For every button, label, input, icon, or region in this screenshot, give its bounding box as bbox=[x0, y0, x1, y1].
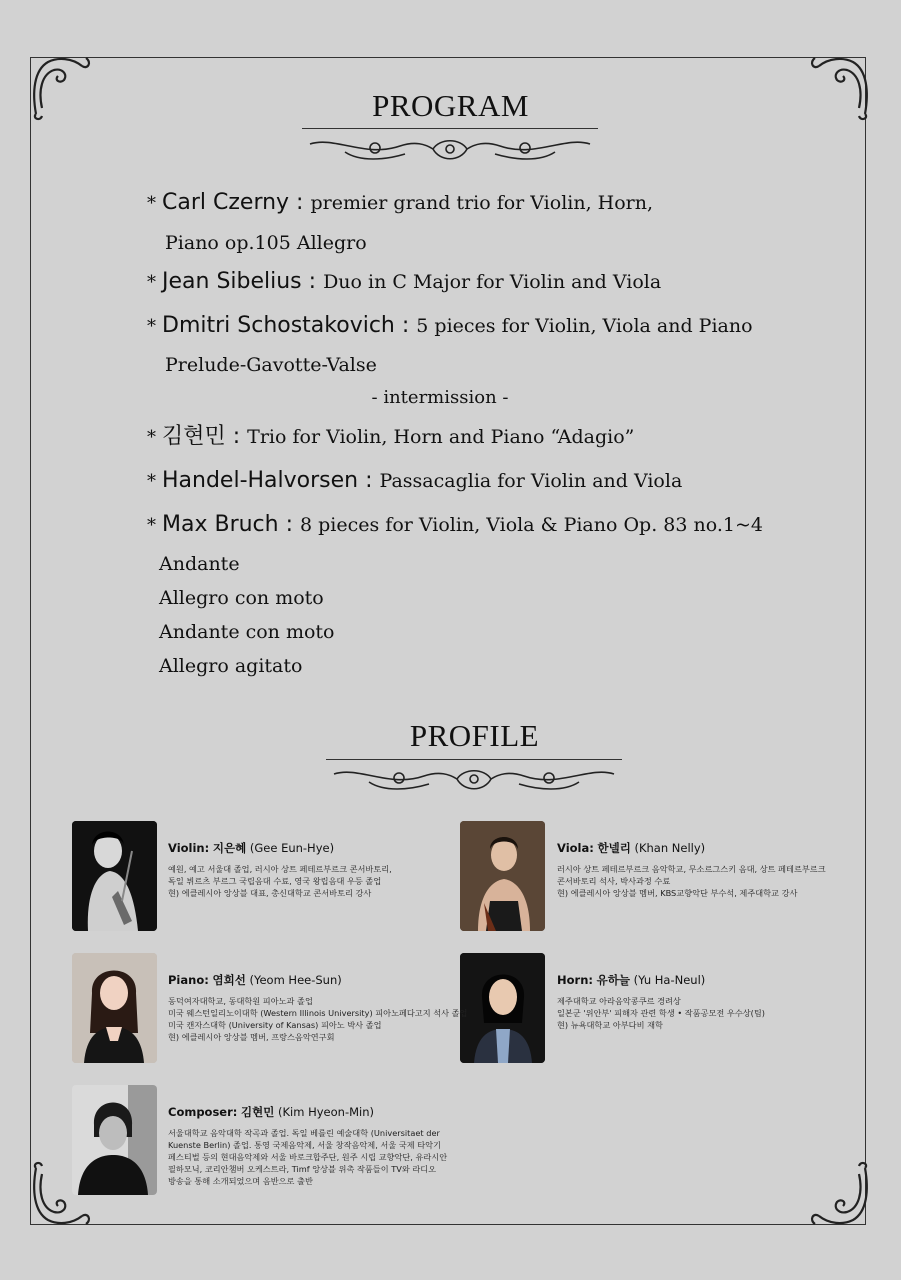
program-heading: PROGRAM bbox=[372, 88, 529, 123]
movement-2: Allegro con moto bbox=[159, 587, 324, 609]
bio-line: 방송을 통해 소개되었으며 음반으로 출반 bbox=[168, 1176, 313, 1186]
bullet-star: * bbox=[147, 427, 156, 448]
bio-name: Viola: 한넬리 (Khan Nelly) bbox=[557, 841, 706, 855]
separator: : bbox=[301, 269, 324, 294]
bio-name: Horn: 유하늘 (Yu Ha-Neul) bbox=[557, 973, 706, 987]
composer-name: Jean Sibelius bbox=[162, 269, 302, 294]
profile-flourish bbox=[329, 762, 619, 796]
separator: : bbox=[394, 313, 417, 338]
bio-line: 서울대학교 음악대학 작곡과 졸업. 독일 베를린 예술대학 (Universitaet der bbox=[168, 1128, 440, 1138]
bio-line: 러시아 상트 페테르부르크 음악학교, 무소르그스키 음대, 상트 페테르부르크 bbox=[557, 864, 826, 874]
photo-violist bbox=[460, 821, 545, 931]
composer-name: Carl Czerny bbox=[162, 190, 290, 215]
work-title: Trio for Violin, Horn and Piano “Adagio” bbox=[247, 426, 635, 448]
profile-heading: PROFILE bbox=[409, 718, 540, 753]
bio-line: 예원, 예고 서울대 졸업, 러시아 상트 페테르부르크 콘서바토리, bbox=[168, 864, 392, 874]
separator: : bbox=[278, 512, 301, 537]
movement-4: Allegro agitato bbox=[159, 655, 303, 677]
composer-name: 김현민 bbox=[162, 424, 226, 449]
work-title: Duo in C Major for Violin and Viola bbox=[323, 271, 662, 293]
bio-line: 동덕여자대학교, 동대학원 피아노과 졸업 bbox=[168, 996, 313, 1006]
program-flourish bbox=[305, 132, 595, 166]
photo-pianist bbox=[72, 953, 157, 1063]
bio-viola bbox=[557, 840, 826, 899]
bio-line: 현) 에클레시아 앙상블 멤버, 프랑스음악연구회 bbox=[168, 1032, 335, 1042]
composer-name: Dmitri Schostakovich bbox=[162, 313, 395, 338]
separator: : bbox=[289, 190, 311, 215]
program-item-czerny-cont: Piano op.105 Allegro bbox=[165, 232, 367, 254]
bio-line: 현) 뉴욕대학교 아부다비 재학 bbox=[557, 1020, 663, 1030]
program-item-czerny bbox=[147, 190, 653, 216]
work-title: Passacaglia for Violin and Viola bbox=[379, 470, 683, 492]
bullet-star: * bbox=[147, 515, 156, 536]
composer-name: Max Bruch bbox=[162, 512, 279, 537]
program-item-schostakovich-cont: Prelude-Gavotte-Valse bbox=[165, 354, 377, 376]
bullet-star: * bbox=[147, 471, 156, 492]
bio-violin bbox=[168, 840, 392, 899]
bio-line: 현) 에클레시아 앙상블 멤버, KBS교향악단 부수석, 제주대학교 강사 bbox=[557, 888, 798, 898]
intermission: - intermission - bbox=[371, 387, 509, 408]
bio-line: 콘서바토리 석사, 박사과정 수료 bbox=[557, 876, 671, 886]
bio-line: Kuenste Berlin) 졸업. 통영 국제음악제, 서울 창작음악제, 서울 국제 타악기 bbox=[168, 1140, 441, 1150]
movement-3: Andante con moto bbox=[159, 621, 335, 643]
bullet-star: * bbox=[147, 272, 156, 293]
program-heading-rule bbox=[302, 128, 598, 129]
bio-line: 페스티벌 등의 현대음악제와 서울 바로크합주단, 원주 시립 교향악단, 유라시안 bbox=[168, 1152, 448, 1162]
profile-heading-rule bbox=[326, 759, 622, 760]
bullet-star: * bbox=[147, 316, 156, 337]
bio-line: 필하모닉, 코리안챔버 오케스트라, Timf 앙상블 위촉 작품들이 TV와 라디오 bbox=[168, 1164, 437, 1174]
bio-line: 미국 웨스턴일리노이대학 (Western Illinois University) 피아노페다고지 석사 졸업 bbox=[168, 1008, 468, 1018]
work-title: 5 pieces for Violin, Viola and Piano bbox=[416, 315, 753, 337]
bio-name: Violin: 지은혜 (Gee Eun-Hye) bbox=[168, 841, 335, 855]
program-item-schostakovich bbox=[147, 313, 753, 339]
bio-name: Composer: 김현민 (Kim Hyeon-Min) bbox=[168, 1105, 374, 1119]
separator: : bbox=[358, 468, 380, 493]
movement-1: Andante bbox=[159, 553, 240, 575]
bio-line: 제주대학교 아라음악콩쿠르 경려상 bbox=[557, 996, 681, 1006]
photo-violinist bbox=[72, 821, 157, 931]
program-item-handel bbox=[147, 468, 682, 494]
work-title: premier grand trio for Violin, Horn, bbox=[310, 192, 654, 214]
work-title: 8 pieces for Violin, Viola & Piano Op. 83 no.1~4 bbox=[300, 514, 763, 536]
program-item-kim bbox=[147, 424, 634, 450]
bio-line: 독일 뷔르츠 부르그 국립음대 수료, 영국 왕립음대 우등 졸업 bbox=[168, 876, 382, 886]
bio-line: 미국 캔자스대학 (University of Kansas) 피아노 박사 졸업 bbox=[168, 1020, 382, 1030]
program-item-bruch bbox=[147, 512, 763, 538]
photo-composer bbox=[72, 1085, 157, 1195]
bio-line: 일본군 '위안부' 피해자 관련 학생 • 작품공모전 우수상(팀) bbox=[557, 1008, 765, 1018]
bullet-star: * bbox=[147, 193, 156, 214]
photo-hornist bbox=[460, 953, 545, 1063]
corner-ornament-bottom-right bbox=[803, 1160, 873, 1230]
composer-name: Handel-Halvorsen bbox=[162, 468, 359, 493]
bio-piano bbox=[168, 972, 467, 1043]
program-item-sibelius bbox=[147, 269, 661, 295]
bio-composer bbox=[168, 1104, 447, 1187]
bio-line: 현) 에클레시아 앙상블 대표, 총신대학교 콘서바토리 강사 bbox=[168, 888, 372, 898]
bio-name: Piano: 염희선 (Yeom Hee-Sun) bbox=[168, 973, 342, 987]
bio-horn bbox=[557, 972, 765, 1031]
separator: : bbox=[225, 424, 248, 449]
